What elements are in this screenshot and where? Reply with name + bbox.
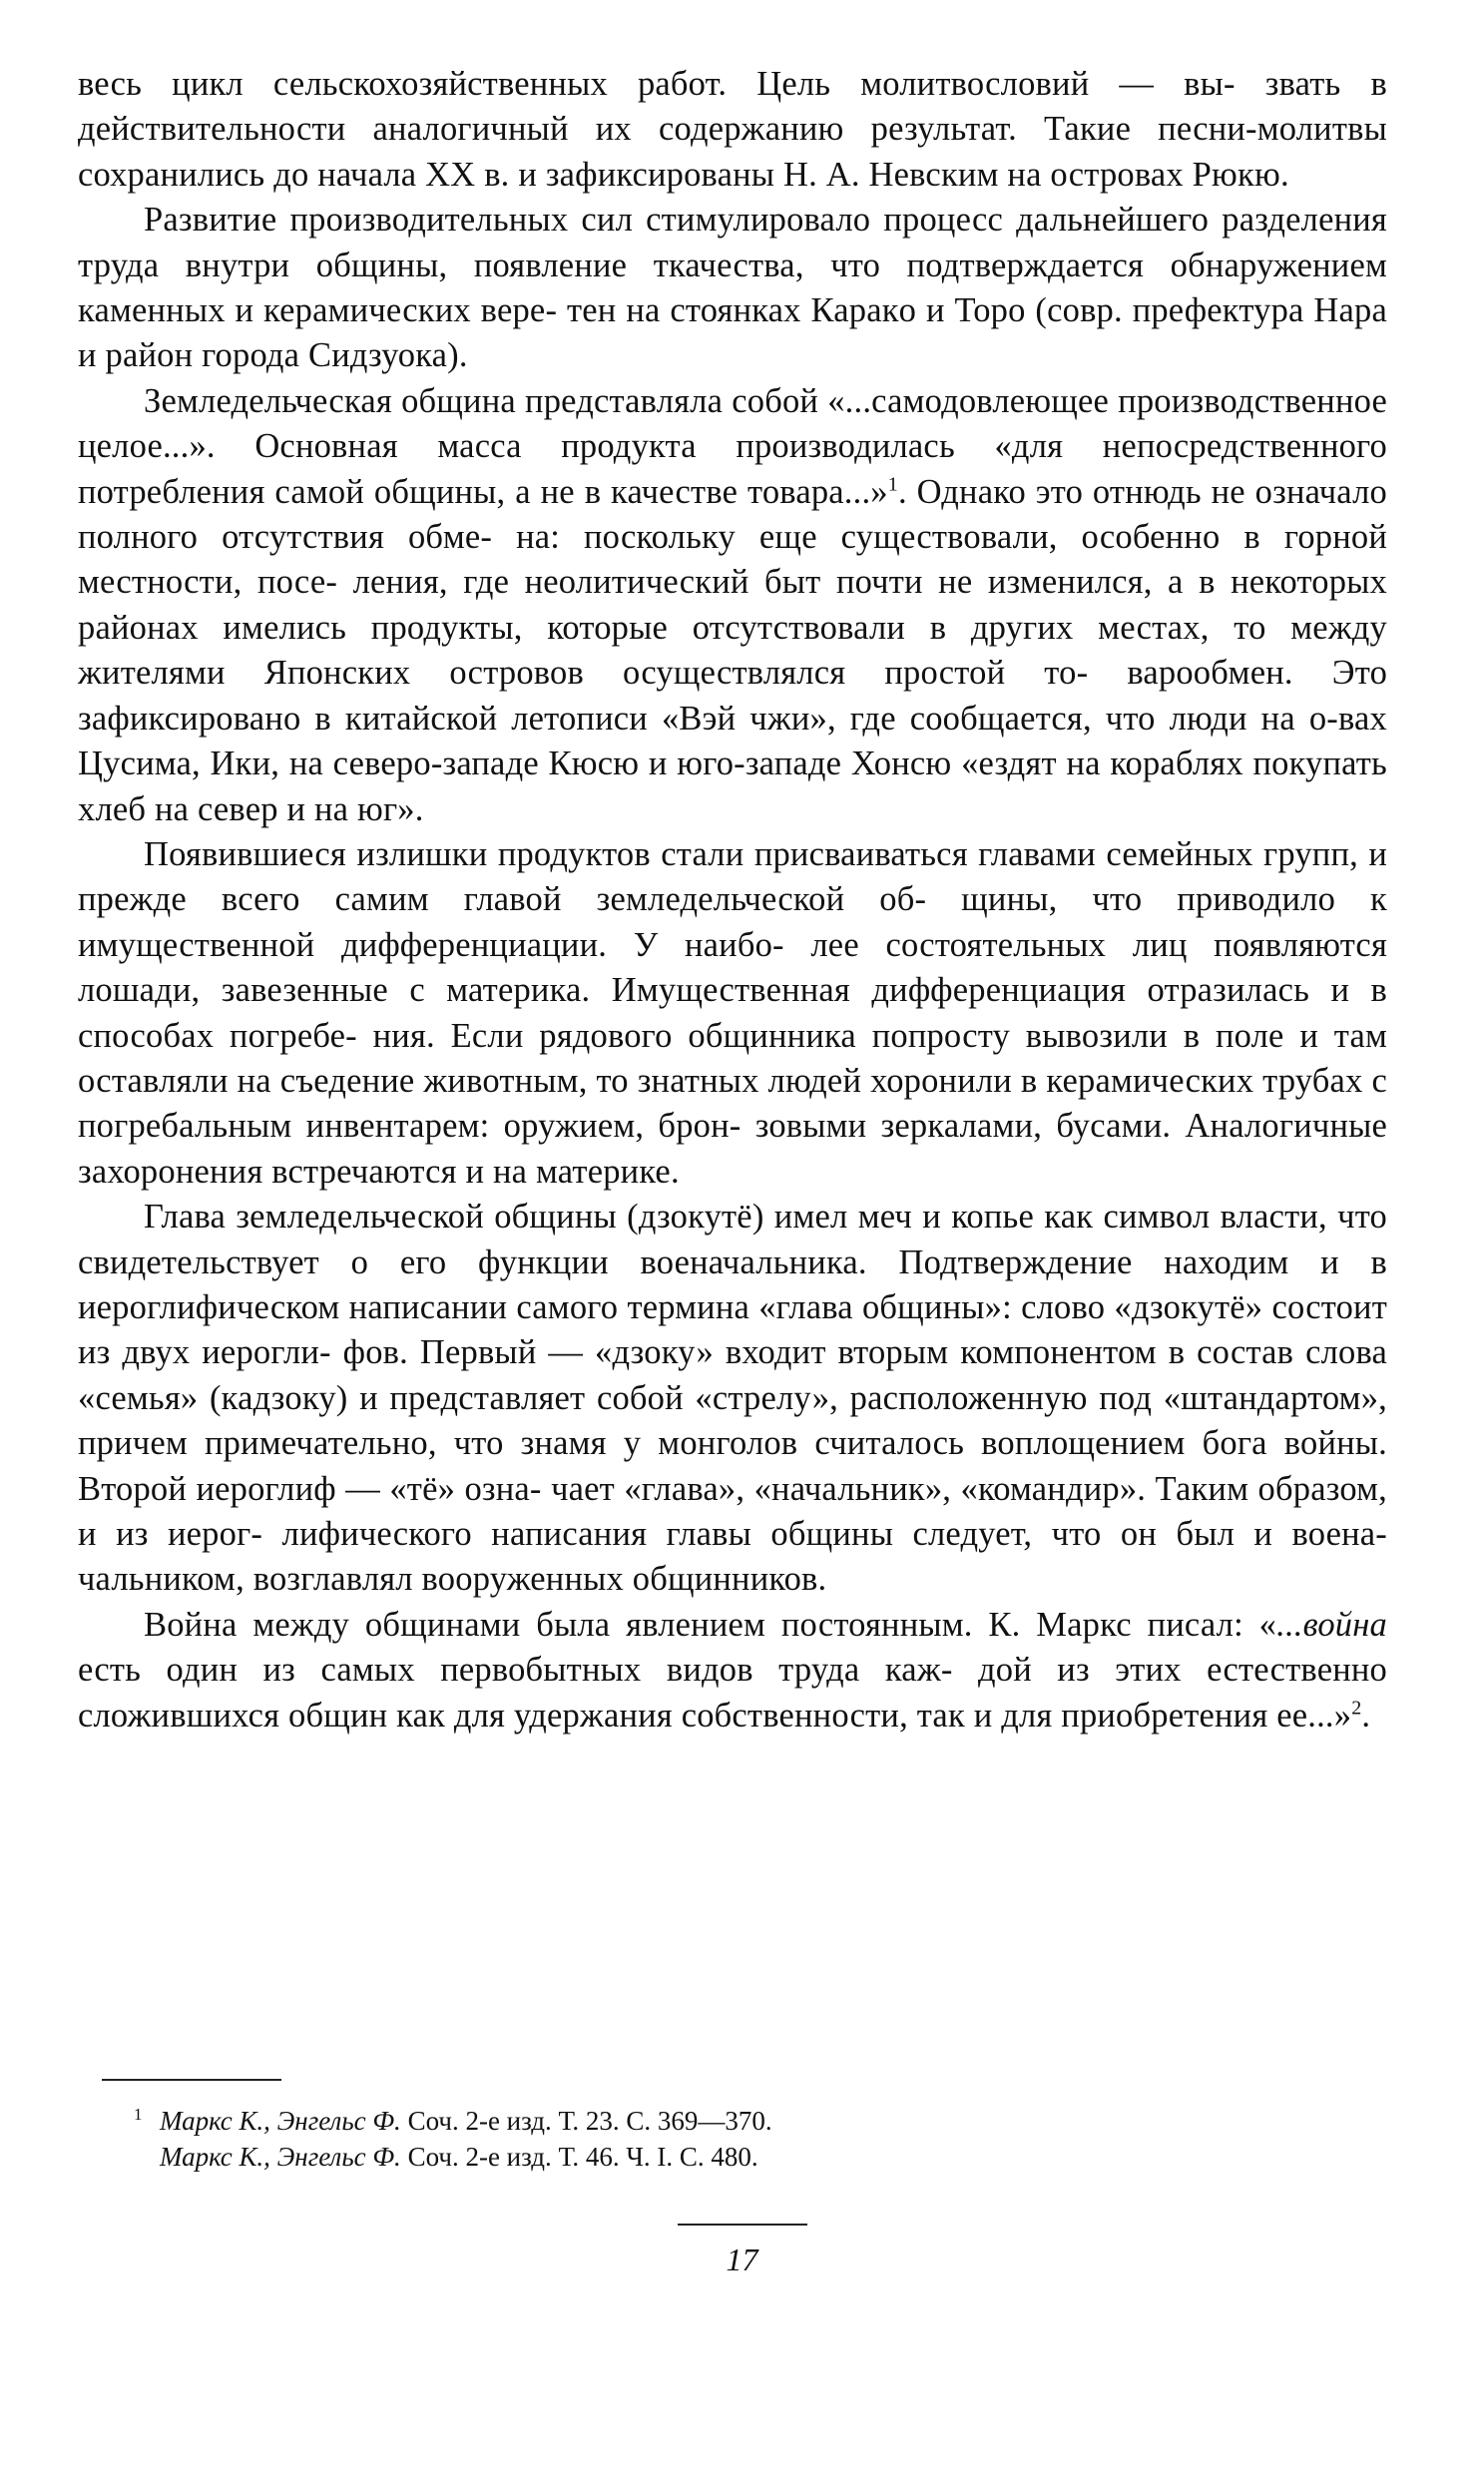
text-line: на юг». [313, 789, 424, 828]
text-line: тен на стоянках Каракo и Торо (совр. префектура Нара и район [78, 291, 1388, 375]
text-line: «для непосредственного потребления самой общины, а не в качестве [78, 427, 1387, 511]
text-line: Появившиеся излишки продуктов стали присваиваться главами [144, 834, 1096, 873]
footnote-2 [160, 2139, 1387, 2175]
text-line: чальником, возглавлял вооруженных общинников. [78, 1560, 827, 1599]
text-line: оставляли на съедение животным, то знатных людей хоронили в [78, 1061, 1038, 1100]
page-number-rule [678, 2224, 807, 2226]
paragraph-continuation [78, 62, 1387, 198]
text-line: Война между общинами была явлением постоянным. К. Маркс [144, 1605, 1132, 1644]
text-line: лее состоятельных лиц появляются лошади, завезенные с материка. [78, 925, 1388, 1010]
text-line: Глава земледельческой общины (дзокутё) имел меч и копье как [144, 1198, 1094, 1237]
footnote-text: Соч. 2-е изд. Т. 46. Ч. I. С. 480. [400, 2142, 758, 2172]
text-line: ния. Если рядового общинника попросту вывозили в поле и там [372, 1016, 1387, 1055]
paragraph-community-head [78, 1195, 1387, 1603]
text-line: считалось воплощением бога войны. Второй иероглиф — «тё» озна- [78, 1424, 1387, 1508]
italic-text: ...война [1276, 1605, 1388, 1644]
paragraph-agricultural-community: Земледельческая община представляла собой «...самодовлеющее производственное целое...». Основная масса продукта производилась «для непосредственного потребления самой общины, а не в качестве товара...»$^1$. Однако это отнюдь не означало полного отсутствия обме- на: поскольку еще существовали, особенно в горной местности, посе- ления, где неолитический быт почти не изменился, а в некоторых районах имелись продукты, которые отсутствовали в других местах, то между жителями Японских островов осуществлялся простой то- варообмен. Это зафиксировано в китайской летописи «Вэй чжи», где сообщается, что люди на о-вах Цусима, Ики, на северо-западе Кюсю и юго-западе Хонсю «ездят на кораблях покупать хлеб на север и на юг». [78, 381, 1388, 828]
text-line: Развитие производительных сил стимулировало процесс [144, 201, 1003, 240]
footnote-ref-1[interactable]: 1 [887, 473, 898, 496]
text-line: Земледельческая община представляла собой «...самодовлеющее [144, 381, 1110, 420]
text-line: товара...» [747, 472, 888, 511]
text-line: собственности, так и для приобретения ее...» [681, 1696, 1352, 1735]
paragraph-surplus [78, 832, 1387, 1195]
footnote-mark: 1 [134, 2105, 143, 2124]
paragraph-productive-forces [78, 198, 1387, 379]
paragraph-war: Война между общинами была явлением постоянным. К. Маркс писал: «...война есть один из самых первобытных видов труда каж- дой из этих естественно сложившихся общин как для удержания собственности, так и для приобретения ее...»$^2$. [78, 1605, 1388, 1735]
page-body [78, 62, 1387, 1739]
text-line: районах имелись продукты, которые отсутствовали в других местах, [78, 608, 1210, 647]
text-line: звать в действительности аналогичный их содержанию результат. [78, 65, 1387, 149]
footnote-authors: Маркс К., Энгельс Ф. [160, 2106, 401, 2136]
text-line: Н. А. Невским на островах Рюкю. [782, 155, 1289, 194]
text-line: керамических трубах с погребальным инвентарем: оружием, брон- [78, 1061, 1387, 1146]
text-line: под «штандартом», причем примечательно, что знамя у монголов [78, 1378, 1387, 1463]
text-line: «семья» (кадзоку) и представляет собой «стрелу», расположенную [78, 1378, 1088, 1417]
footnote-separator [102, 2079, 281, 2081]
text-line: есть один из самых первобытных видов труда каж- [78, 1651, 953, 1690]
footnote-authors: Маркс К., Энгельс Ф. [160, 2142, 401, 2172]
footnote-ref-2[interactable]: 2 [1351, 1697, 1362, 1720]
text-line: дой из этих естественно сложившихся общин как для удержания [78, 1651, 1387, 1735]
text-line: на: поскольку еще существовали, особенно в горной местности, посе- [78, 518, 1388, 602]
text-line: варообмен. Это зафиксировано в китайской летописи «Вэй чжи», где [78, 654, 1388, 738]
text-line: то между жителями Японских островов осуществлялся простой то- [78, 608, 1387, 693]
page-number: 17 [726, 2241, 758, 2277]
text-line: семейных групп, и прежде всего самим главой земледельческой об- [78, 834, 1388, 919]
text-line: ления, где неолитический быт почти не изменился, а в некоторых [352, 563, 1387, 602]
text-line: сообщается, что люди на о-вах Цусима, Ики, на северо-западе Кюсю [78, 699, 1387, 783]
text-line: Подтверждение находим и в иероглифическом написании самого [78, 1242, 1388, 1326]
text-line: лифического написания главы общины следует, что он был и воена- [281, 1515, 1387, 1553]
text-line: писал: « [1147, 1605, 1277, 1644]
text-line: чает «глава», «начальник», «командир». Таким образом, и из иерог- [78, 1469, 1387, 1553]
text-line: зовыми зеркалами, бусами. Аналогичные захоронения встречаются и [78, 1107, 1388, 1191]
footnote-text: Соч. 2-е изд. Т. 23. С. 369—370. [400, 2106, 772, 2136]
text-line: города Сидзуока). [202, 336, 468, 375]
text-line: термина «глава общины»: слово «дзокутё» состоит из двух иерогли- [78, 1287, 1388, 1372]
text-line: на материке. [493, 1152, 680, 1191]
text-line: дальнейшего разделения труда внутри общины, появление ткачества, [78, 201, 1388, 284]
page-footer [0, 2224, 1484, 2279]
text-line: и юго-западе Хонсю «ездят на кораблях покупать хлеб на север и [78, 745, 1387, 828]
text-line: весь цикл сельскохозяйственных работ. Цель молитвословий — вы- [78, 65, 1236, 103]
text-line: фов. Первый — «дзоку» входит вторым компонентом в состав слова [342, 1333, 1388, 1372]
text-line: Такие песни-молитвы сохранились до начала XX в. и зафиксированы [78, 110, 1387, 194]
text-line: что подтверждается обнаружением каменных и керамических вере- [78, 246, 1387, 330]
footnote-1 [134, 2103, 1387, 2139]
text-line: щины, что приводило к имущественной дифференциации. У наибо- [78, 880, 1387, 964]
text-line: Имущественная дифференциация отразилась и в способах погребе- [78, 971, 1388, 1055]
text-line: символ власти, что свидетельствует о его функции военачальника. [78, 1198, 1387, 1281]
footnotes [78, 2079, 1387, 2175]
text-line: производственное целое...». Основная масса продукта производилась [78, 381, 1387, 466]
text-line: Однако это отнюдь не означало полного отсутствия обме- [78, 472, 1387, 557]
